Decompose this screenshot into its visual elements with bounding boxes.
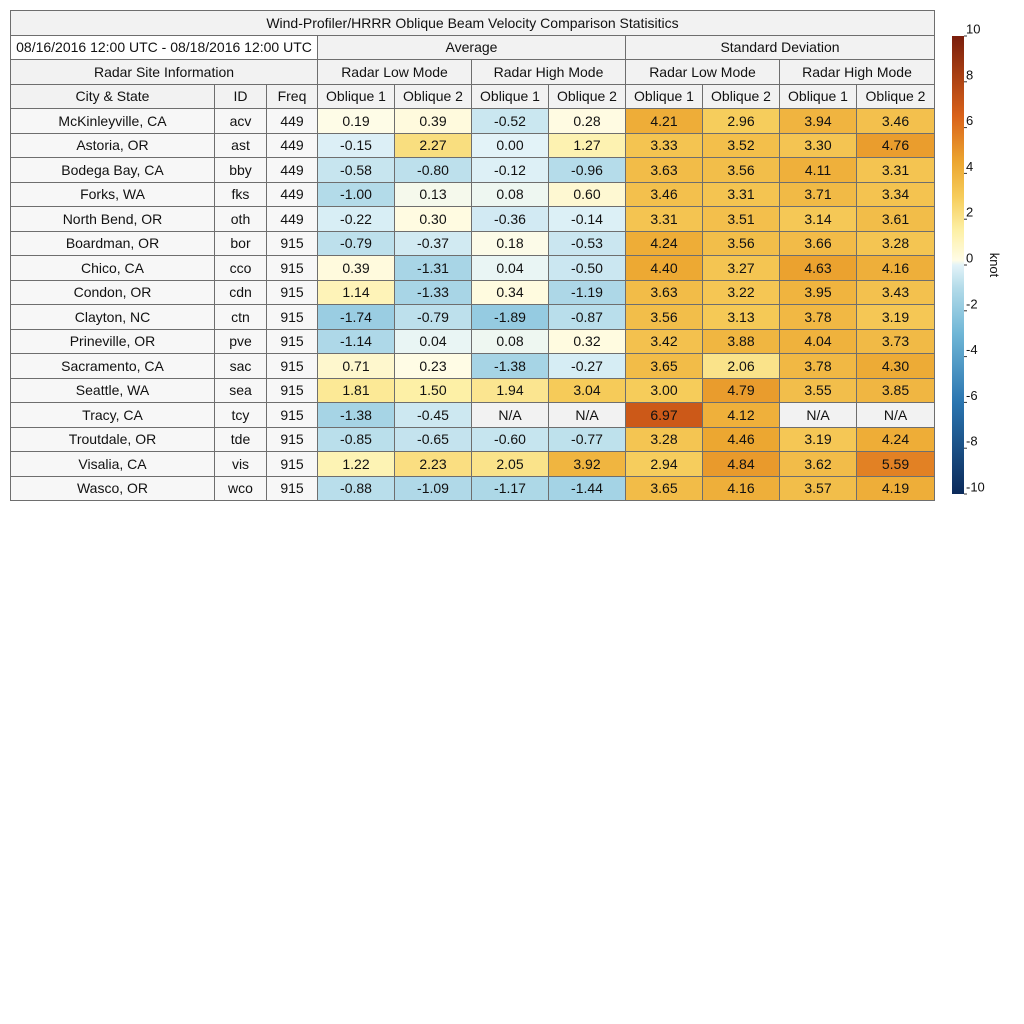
site-freq: 915 <box>267 280 318 305</box>
cell-std-low-oblique-1: 4.21 <box>626 109 703 134</box>
site-info-header: Radar Site Information <box>11 60 318 85</box>
col-header-avg-high-oblique-1: Oblique 1 <box>472 84 549 109</box>
cell-std-high-oblique-2: 3.73 <box>857 329 935 354</box>
cell-std-low-oblique-2: 3.56 <box>703 158 780 183</box>
cell-avg-high-oblique-2: -0.87 <box>549 305 626 330</box>
cell-std-low-oblique-1: 3.33 <box>626 133 703 158</box>
colorbar-tick-label: 6 <box>966 113 974 129</box>
cell-avg-high-oblique-1: -1.38 <box>472 354 549 379</box>
col-header-city: City & State <box>11 84 215 109</box>
col-header-std-high-oblique-2: Oblique 2 <box>857 84 935 109</box>
cell-std-high-oblique-2: 3.28 <box>857 231 935 256</box>
cell-std-high-oblique-2: 3.19 <box>857 305 935 330</box>
site-id: sea <box>215 378 267 403</box>
cell-std-low-oblique-2: 3.88 <box>703 329 780 354</box>
table-row <box>11 133 935 158</box>
cell-std-low-oblique-2: 4.79 <box>703 378 780 403</box>
site-id: tcy <box>215 403 267 428</box>
cell-std-high-oblique-2: 5.59 <box>857 452 935 477</box>
cell-std-high-oblique-2: 4.30 <box>857 354 935 379</box>
site-city: Astoria, OR <box>11 133 215 158</box>
table-row <box>11 231 935 256</box>
site-city: Visalia, CA <box>11 452 215 477</box>
cell-std-low-oblique-1: 3.42 <box>626 329 703 354</box>
cell-avg-high-oblique-2: N/A <box>549 403 626 428</box>
std-low-mode-header: Radar Low Mode <box>626 60 780 85</box>
cell-std-low-oblique-2: 3.56 <box>703 231 780 256</box>
site-id: ctn <box>215 305 267 330</box>
cell-avg-low-oblique-2: -1.31 <box>395 256 472 281</box>
cell-std-low-oblique-2: 2.06 <box>703 354 780 379</box>
table-row <box>11 207 935 232</box>
site-freq: 915 <box>267 403 318 428</box>
site-city: Condon, OR <box>11 280 215 305</box>
site-freq: 449 <box>267 207 318 232</box>
cell-avg-low-oblique-1: -0.88 <box>318 476 395 501</box>
cell-avg-high-oblique-2: -0.27 <box>549 354 626 379</box>
cell-std-high-oblique-2: 3.85 <box>857 378 935 403</box>
site-freq: 915 <box>267 452 318 477</box>
cell-avg-low-oblique-1: -0.22 <box>318 207 395 232</box>
cell-avg-high-oblique-2: 0.60 <box>549 182 626 207</box>
cell-avg-low-oblique-1: 1.81 <box>318 378 395 403</box>
site-id: cdn <box>215 280 267 305</box>
site-id: wco <box>215 476 267 501</box>
site-freq: 915 <box>267 329 318 354</box>
site-city: McKinleyville, CA <box>11 109 215 134</box>
cell-avg-low-oblique-1: -0.15 <box>318 133 395 158</box>
cell-avg-high-oblique-1: 0.04 <box>472 256 549 281</box>
cell-avg-high-oblique-2: 3.92 <box>549 452 626 477</box>
cell-std-low-oblique-2: 3.51 <box>703 207 780 232</box>
cell-std-low-oblique-1: 2.94 <box>626 452 703 477</box>
table-row <box>11 403 935 428</box>
cell-avg-low-oblique-2: 0.04 <box>395 329 472 354</box>
cell-avg-high-oblique-2: -0.50 <box>549 256 626 281</box>
cell-std-low-oblique-1: 3.00 <box>626 378 703 403</box>
cell-avg-high-oblique-1: N/A <box>472 403 549 428</box>
table-row <box>11 354 935 379</box>
cell-std-high-oblique-1: 4.11 <box>780 158 857 183</box>
cell-avg-high-oblique-1: 0.08 <box>472 329 549 354</box>
site-freq: 449 <box>267 133 318 158</box>
cell-avg-low-oblique-1: -1.74 <box>318 305 395 330</box>
colorbar <box>950 21 1020 510</box>
col-header-std-low-oblique-1: Oblique 1 <box>626 84 703 109</box>
cell-avg-low-oblique-2: 0.13 <box>395 182 472 207</box>
table-row <box>11 182 935 207</box>
cell-std-high-oblique-1: 3.71 <box>780 182 857 207</box>
site-freq: 915 <box>267 378 318 403</box>
cell-avg-high-oblique-1: -0.12 <box>472 158 549 183</box>
cell-avg-low-oblique-1: 0.39 <box>318 256 395 281</box>
cell-avg-low-oblique-1: 0.71 <box>318 354 395 379</box>
col-header-avg-high-oblique-2: Oblique 2 <box>549 84 626 109</box>
cell-avg-low-oblique-1: 1.14 <box>318 280 395 305</box>
site-id: cco <box>215 256 267 281</box>
table-row <box>11 452 935 477</box>
site-id: pve <box>215 329 267 354</box>
cell-std-low-oblique-1: 3.56 <box>626 305 703 330</box>
cell-std-high-oblique-1: 4.04 <box>780 329 857 354</box>
cell-avg-low-oblique-1: 1.22 <box>318 452 395 477</box>
site-id: bby <box>215 158 267 183</box>
cell-std-low-oblique-2: 3.52 <box>703 133 780 158</box>
cell-avg-high-oblique-2: 0.32 <box>549 329 626 354</box>
colorbar-tick-label: 2 <box>966 204 974 220</box>
avg-high-mode-header: Radar High Mode <box>472 60 626 85</box>
site-freq: 915 <box>267 476 318 501</box>
cell-std-low-oblique-1: 4.24 <box>626 231 703 256</box>
table-row <box>11 109 935 134</box>
site-city: Bodega Bay, CA <box>11 158 215 183</box>
cell-std-high-oblique-2: 3.61 <box>857 207 935 232</box>
cell-avg-low-oblique-2: 0.23 <box>395 354 472 379</box>
cell-avg-low-oblique-2: -0.37 <box>395 231 472 256</box>
cell-std-low-oblique-1: 3.46 <box>626 182 703 207</box>
colorbar-tick-label: 10 <box>966 21 981 37</box>
cell-std-high-oblique-2: 3.43 <box>857 280 935 305</box>
cell-std-high-oblique-1: 3.62 <box>780 452 857 477</box>
cell-avg-low-oblique-2: -0.80 <box>395 158 472 183</box>
site-city: Clayton, NC <box>11 305 215 330</box>
cell-std-high-oblique-1: 3.78 <box>780 305 857 330</box>
std-high-mode-header: Radar High Mode <box>780 60 935 85</box>
cell-avg-high-oblique-2: 0.28 <box>549 109 626 134</box>
site-freq: 915 <box>267 231 318 256</box>
cell-avg-high-oblique-2: 1.27 <box>549 133 626 158</box>
cell-avg-high-oblique-1: -1.17 <box>472 476 549 501</box>
colorbar-tick-label: 0 <box>966 250 974 266</box>
cell-avg-high-oblique-1: 0.08 <box>472 182 549 207</box>
colorbar-label: knot <box>987 252 1002 278</box>
site-id: vis <box>215 452 267 477</box>
cell-std-high-oblique-1: 3.66 <box>780 231 857 256</box>
col-header-std-high-oblique-1: Oblique 1 <box>780 84 857 109</box>
cell-std-low-oblique-1: 3.63 <box>626 158 703 183</box>
cell-avg-low-oblique-1: -1.38 <box>318 403 395 428</box>
site-freq: 915 <box>267 256 318 281</box>
std-dev-header: Standard Deviation <box>626 35 935 60</box>
table-row <box>11 427 935 452</box>
colorbar-tick-label: -8 <box>966 433 978 449</box>
cell-avg-high-oblique-1: 1.94 <box>472 378 549 403</box>
site-city: North Bend, OR <box>11 207 215 232</box>
cell-avg-high-oblique-1: 0.18 <box>472 231 549 256</box>
cell-std-high-oblique-1: 3.19 <box>780 427 857 452</box>
table-row <box>11 329 935 354</box>
cell-std-high-oblique-1: N/A <box>780 403 857 428</box>
cell-std-low-oblique-2: 2.96 <box>703 109 780 134</box>
cell-avg-high-oblique-1: -0.36 <box>472 207 549 232</box>
cell-std-high-oblique-2: 3.46 <box>857 109 935 134</box>
cell-avg-high-oblique-1: -1.89 <box>472 305 549 330</box>
cell-std-low-oblique-1: 3.31 <box>626 207 703 232</box>
colorbar-tick-label: -10 <box>966 479 985 495</box>
col-header-avg-low-oblique-1: Oblique 1 <box>318 84 395 109</box>
table-title: Wind-Profiler/HRRR Oblique Beam Velocity Comparison Statisitics <box>11 11 935 36</box>
site-freq: 449 <box>267 158 318 183</box>
table-row <box>11 256 935 281</box>
stats-table <box>10 10 935 501</box>
site-freq: 915 <box>267 305 318 330</box>
cell-std-high-oblique-2: 4.76 <box>857 133 935 158</box>
site-freq: 915 <box>267 427 318 452</box>
cell-std-low-oblique-1: 3.65 <box>626 476 703 501</box>
cell-std-high-oblique-2: N/A <box>857 403 935 428</box>
cell-avg-low-oblique-1: 0.19 <box>318 109 395 134</box>
cell-std-low-oblique-2: 3.22 <box>703 280 780 305</box>
site-id: acv <box>215 109 267 134</box>
colorbar-gradient <box>952 36 964 494</box>
cell-avg-low-oblique-2: 1.50 <box>395 378 472 403</box>
cell-avg-high-oblique-1: 0.00 <box>472 133 549 158</box>
cell-std-high-oblique-1: 3.14 <box>780 207 857 232</box>
col-header-std-low-oblique-2: Oblique 2 <box>703 84 780 109</box>
cell-std-high-oblique-2: 3.34 <box>857 182 935 207</box>
cell-avg-high-oblique-2: -0.77 <box>549 427 626 452</box>
site-id: sac <box>215 354 267 379</box>
cell-avg-low-oblique-1: -0.58 <box>318 158 395 183</box>
cell-avg-low-oblique-2: -1.09 <box>395 476 472 501</box>
cell-std-low-oblique-2: 4.12 <box>703 403 780 428</box>
colorbar-tick-label: -4 <box>966 342 978 358</box>
cell-std-low-oblique-2: 4.46 <box>703 427 780 452</box>
cell-std-high-oblique-1: 3.30 <box>780 133 857 158</box>
cell-std-low-oblique-2: 3.31 <box>703 182 780 207</box>
site-freq: 915 <box>267 354 318 379</box>
cell-avg-high-oblique-2: -0.96 <box>549 158 626 183</box>
col-header-avg-low-oblique-2: Oblique 2 <box>395 84 472 109</box>
cell-avg-low-oblique-2: 0.39 <box>395 109 472 134</box>
site-city: Seattle, WA <box>11 378 215 403</box>
cell-std-high-oblique-1: 3.94 <box>780 109 857 134</box>
cell-std-high-oblique-2: 4.19 <box>857 476 935 501</box>
site-city: Chico, CA <box>11 256 215 281</box>
average-header: Average <box>318 35 626 60</box>
cell-avg-low-oblique-2: 2.23 <box>395 452 472 477</box>
cell-avg-low-oblique-2: -0.79 <box>395 305 472 330</box>
cell-std-low-oblique-2: 3.13 <box>703 305 780 330</box>
cell-avg-high-oblique-2: -1.44 <box>549 476 626 501</box>
cell-avg-high-oblique-1: 2.05 <box>472 452 549 477</box>
cell-std-high-oblique-1: 4.63 <box>780 256 857 281</box>
cell-avg-high-oblique-2: 3.04 <box>549 378 626 403</box>
cell-std-high-oblique-1: 3.57 <box>780 476 857 501</box>
site-city: Prineville, OR <box>11 329 215 354</box>
colorbar-tick-label: 8 <box>966 67 974 83</box>
cell-std-low-oblique-1: 3.63 <box>626 280 703 305</box>
site-city: Boardman, OR <box>11 231 215 256</box>
site-city: Troutdale, OR <box>11 427 215 452</box>
site-id: oth <box>215 207 267 232</box>
table-row <box>11 280 935 305</box>
cell-std-low-oblique-1: 3.28 <box>626 427 703 452</box>
col-header-id: ID <box>215 84 267 109</box>
site-city: Wasco, OR <box>11 476 215 501</box>
cell-avg-low-oblique-1: -1.00 <box>318 182 395 207</box>
cell-std-low-oblique-1: 4.40 <box>626 256 703 281</box>
site-id: ast <box>215 133 267 158</box>
cell-avg-low-oblique-1: -1.14 <box>318 329 395 354</box>
site-freq: 449 <box>267 109 318 134</box>
cell-avg-high-oblique-1: 0.34 <box>472 280 549 305</box>
table-row <box>11 158 935 183</box>
cell-std-low-oblique-1: 6.97 <box>626 403 703 428</box>
site-id: tde <box>215 427 267 452</box>
cell-std-high-oblique-1: 3.55 <box>780 378 857 403</box>
cell-std-high-oblique-1: 3.78 <box>780 354 857 379</box>
cell-avg-low-oblique-1: -0.85 <box>318 427 395 452</box>
cell-std-high-oblique-2: 4.24 <box>857 427 935 452</box>
cell-avg-low-oblique-2: -0.45 <box>395 403 472 428</box>
site-city: Sacramento, CA <box>11 354 215 379</box>
cell-std-low-oblique-2: 3.27 <box>703 256 780 281</box>
site-freq: 449 <box>267 182 318 207</box>
cell-avg-high-oblique-1: -0.52 <box>472 109 549 134</box>
cell-std-low-oblique-1: 3.65 <box>626 354 703 379</box>
cell-std-low-oblique-2: 4.84 <box>703 452 780 477</box>
table-row <box>11 378 935 403</box>
table-row <box>11 305 935 330</box>
cell-std-low-oblique-2: 4.16 <box>703 476 780 501</box>
col-header-freq: Freq <box>267 84 318 109</box>
cell-avg-low-oblique-2: 2.27 <box>395 133 472 158</box>
table-row <box>11 476 935 501</box>
cell-avg-low-oblique-2: -1.33 <box>395 280 472 305</box>
cell-std-high-oblique-1: 3.95 <box>780 280 857 305</box>
avg-low-mode-header: Radar Low Mode <box>318 60 472 85</box>
colorbar-tick-label: 4 <box>966 158 974 174</box>
site-city: Forks, WA <box>11 182 215 207</box>
colorbar-tick-label: -2 <box>966 296 978 312</box>
site-id: bor <box>215 231 267 256</box>
colorbar-tick-label: -6 <box>966 387 978 403</box>
cell-avg-low-oblique-2: -0.65 <box>395 427 472 452</box>
cell-avg-low-oblique-2: 0.30 <box>395 207 472 232</box>
cell-avg-high-oblique-1: -0.60 <box>472 427 549 452</box>
cell-avg-low-oblique-1: -0.79 <box>318 231 395 256</box>
cell-std-high-oblique-2: 3.31 <box>857 158 935 183</box>
cell-std-high-oblique-2: 4.16 <box>857 256 935 281</box>
cell-avg-high-oblique-2: -0.53 <box>549 231 626 256</box>
cell-avg-high-oblique-2: -0.14 <box>549 207 626 232</box>
site-city: Tracy, CA <box>11 403 215 428</box>
cell-avg-high-oblique-2: -1.19 <box>549 280 626 305</box>
site-id: fks <box>215 182 267 207</box>
date-range: 08/16/2016 12:00 UTC - 08/18/2016 12:00 UTC <box>11 35 318 60</box>
